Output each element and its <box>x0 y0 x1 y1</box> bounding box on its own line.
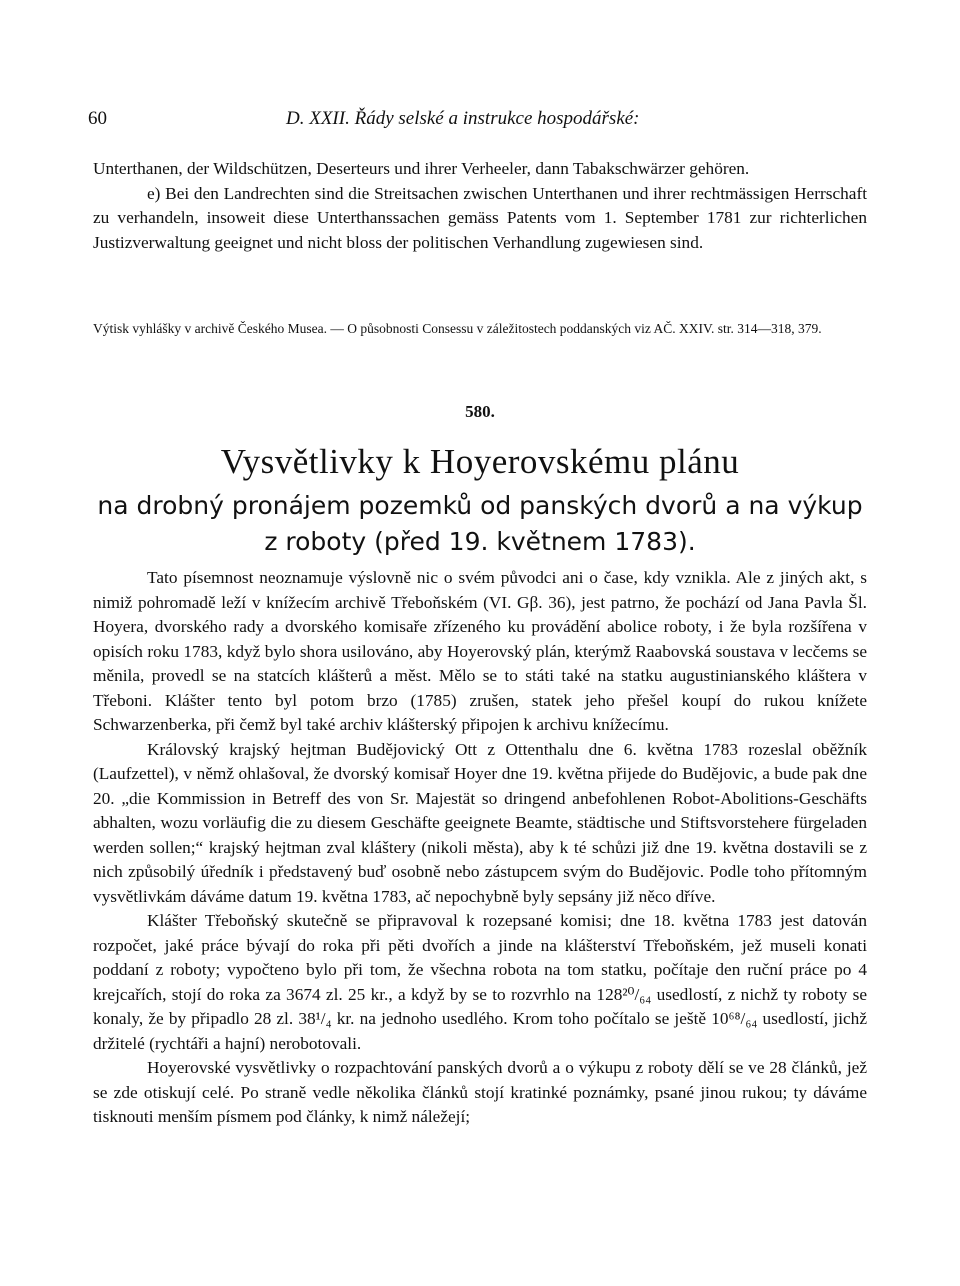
section-title: Vysvětlivky k Hoyerovskému plánu <box>220 442 740 481</box>
running-title: D. XXII. Řády selské a instrukce hospodářské: <box>286 108 640 129</box>
body-text <box>93 566 867 1130</box>
paragraph: Hoyerovské vysvětlivky o rozpachtování panských dvorů a o výkupu z roboty dělí se ve 28 článků, jež se zde otiskují celé. Po straně vedle několika článků stojí kratinké poznámky, psané jinou rukou; ty dáváme tisknouti menším písmem pod články, k nimž náležejí; <box>93 1058 867 1126</box>
paragraph: e) Bei den Landrechten sind die Streitsachen zwischen Unterthanen und ihrer rechtmässigen Herrschaft zu verhandeln, insoweit diese Unterthanssachen gemäss Patents vom 1. September 1781 zur richterlichen Justizverwaltung geeignet und nicht bloss der politischen Verhandlung zugewiesen sind. <box>93 183 867 252</box>
paragraph: Královský krajský hejtman Budějovický Ott z Ottenthalu dne 6. května 1783 rozeslal oběžník (Laufzettel), v němž ohlašoval, že dvorský komisař Hoyer dne 19. května přijede do Budějovic, a bude pak dne 20. „die Kommission in Betreff des von Sr. Majestät so dringend anbefohlenen Robot-Abolitions-Geschäfts abhalten, wozu vorläufig die zu diesem Geschäfte geeignete Beamte, städtische und Stiftsvorstehere fürgeladen werden sollen;“ krajský hejtman zval kláštery (nikoli města), aby k té schůzi již dne 19. května dostavili se z nich způsobilý úředník i představený buď osobně nebo zástupcem svým do Budějovic. Podle toho přítomným vysvětlivkám dáváme datum 19. května 1783, ač nepochybně byly sepsány již něco dříve. <box>93 739 867 906</box>
continuation-text <box>93 157 867 255</box>
section-number: 580. <box>465 402 495 421</box>
paragraph: Unterthanen, der Wildschützen, Deserteurs und ihrer Verheeler, dann Tabakschwärzer gehören. <box>93 159 750 178</box>
paragraph: Klášter Třeboňský skutečně se připravoval k rozepsané komisi; dne 18. května 1783 jest datován rozpočet, jaké práce bývají do roka při pěti dvořích a jinde na klášterství Třeboňském, jež museli konati poddaní z roboty; vypočteno bylo při tom, že všechna robota na tom statku, počítaje den ruční práce po 4 krejcařích, stojí do roka za 3674 zl. 25 kr., a když by se to rozvrhlo na 128²⁰/₆₄ usedlostí, z nichž ty roboty se konaly, že by připadlo 28 zl. 38¹/₄ kr. na jednoho usedlého. Krom toho počítalo se ještě 10⁶⁸/₆₄ usedlostí, jichž držitelé (rychtáři a hajní) nerobotovali. <box>93 911 867 1053</box>
page-header <box>88 108 878 138</box>
paragraph: Tato písemnost neoznamuje výslovně nic o svém původci ani o čase, kdy vznikla. Ale z jiných akt, s nimiž pohromadě leží v knížecím archivě Třeboňském (VI. Gβ. 36), jest patrno, že pochází od Jana Pavla Šl. Hoyera, dvorského rady a dvorského komisaře zřízeného ku provádění abolice roboty, i že byla rozšířena v opisích roku 1783, když bylo shora usilováno, aby Hoyerovský plán, kterýmž Raabovská soustava v lecčems se měnila, provedl se na statcích klášterů a měst. Mělo se to státi také na statku augustinianského kláštera v Třeboni. Klášter tento byl potom brzo (1785) zrušen, statek jeho přešel koupí do rukou knížete Schwarzenberka, při čemž byl také archiv klášterský připojen k archivu knížecímu. <box>93 568 867 734</box>
page-number: 60 <box>88 108 107 129</box>
section-subtitle: na drobný pronájem pozemků od panských dvorů a na výkup z roboty (před 19. květnem 1783). <box>97 491 863 556</box>
source-note: Výtisk vyhlášky v archivě Českého Musea. — O působnosti Consessu v záležitostech poddanských viz AČ. XXIV. str. 314—318, 379. <box>93 321 822 336</box>
